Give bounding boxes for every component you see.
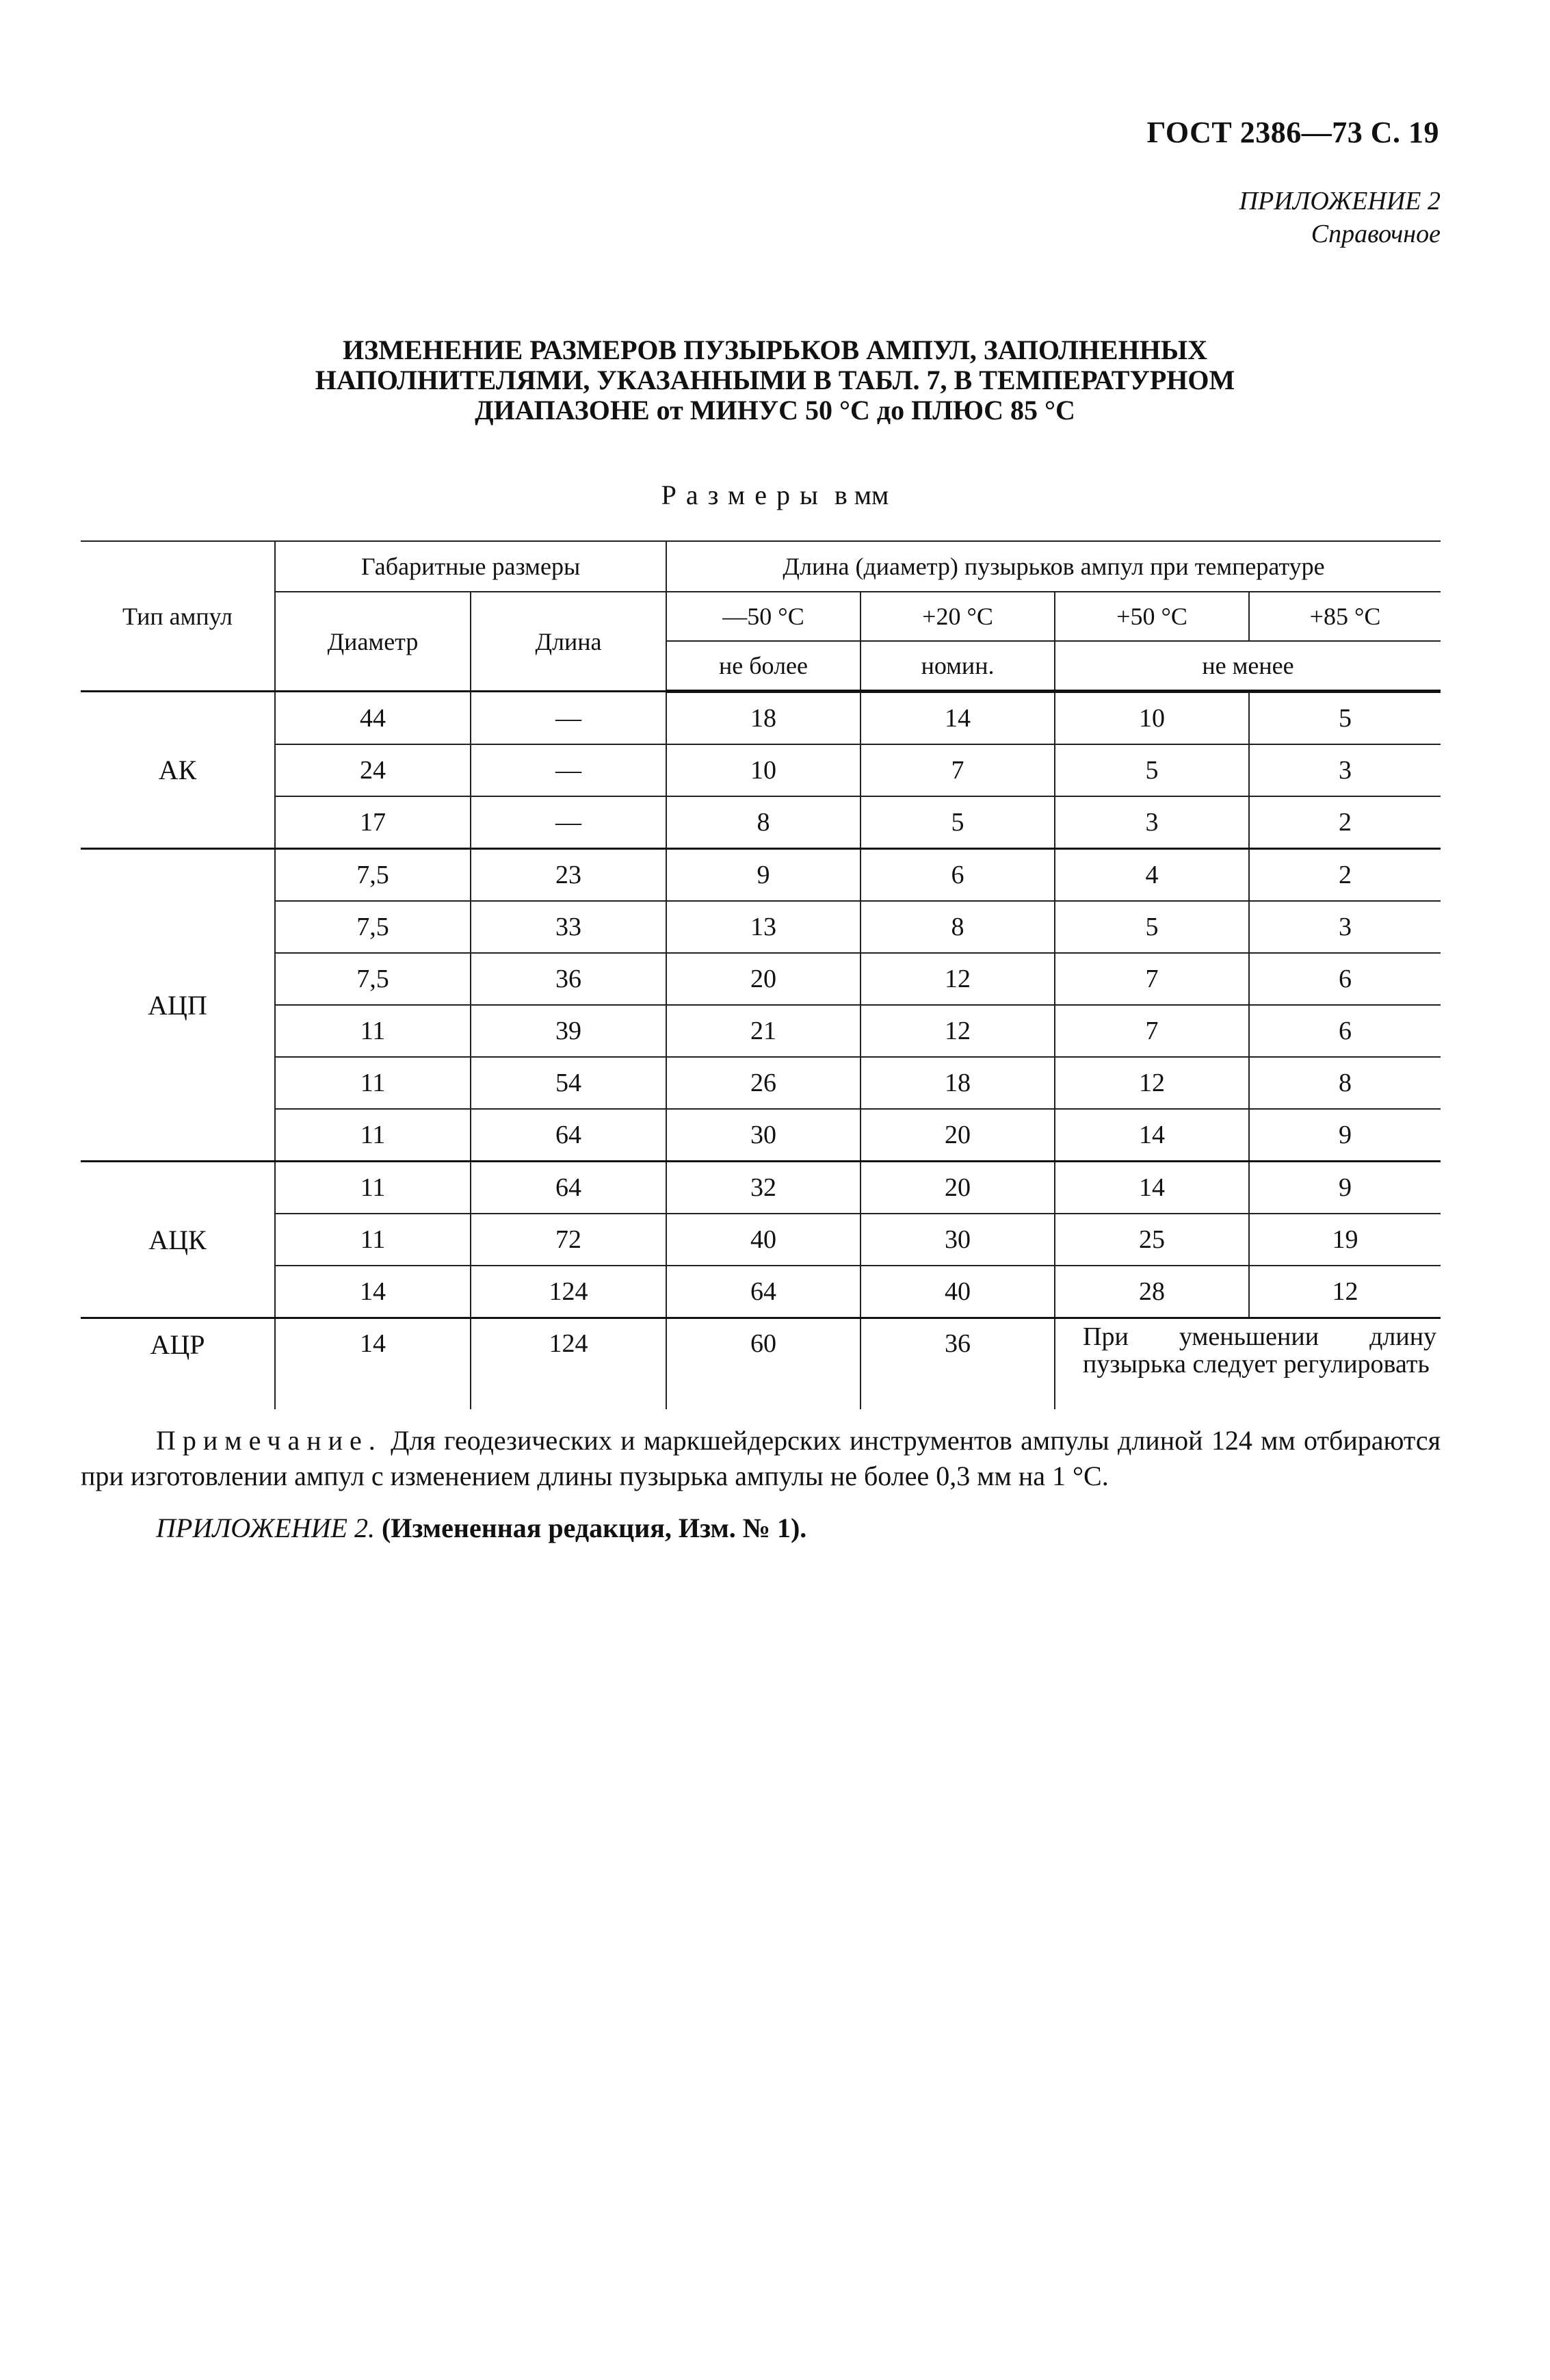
header-length: Длина [471, 592, 666, 692]
cell-length: 23 [471, 849, 666, 902]
cell-length: 36 [471, 953, 666, 1005]
table-row [81, 692, 1441, 745]
table-row [81, 901, 1441, 953]
cell-plus50: 7 [1055, 953, 1249, 1005]
title-line-3: ДИАПАЗОНЕ от МИНУС 50 °С до ПЛЮС 85 °С [475, 395, 1075, 426]
cell-plus85: 12 [1249, 1266, 1441, 1318]
table-row [81, 1214, 1441, 1266]
table-row [81, 849, 1441, 902]
cell-diameter: 7,5 [275, 953, 471, 1005]
cell-plus20: 8 [861, 901, 1055, 953]
cell-plus85: 2 [1249, 796, 1441, 849]
title-line-1: ИЗМЕНЕНИЕ РАЗМЕРОВ ПУЗЫРЬКОВ АМПУЛ, ЗАПОЛНЕННЫХ [343, 335, 1207, 365]
cell-plus20: 14 [861, 692, 1055, 745]
cell-plus85: 6 [1249, 1005, 1441, 1057]
cell-minus50: 64 [666, 1266, 861, 1318]
cell-plus85: 5 [1249, 692, 1441, 745]
cell-length: 54 [471, 1057, 666, 1109]
cell-diameter: 17 [275, 796, 471, 849]
header-temp-minus50: —50 °С [666, 592, 861, 641]
cell-minus50: 32 [666, 1162, 861, 1214]
cell-minus50: 13 [666, 901, 861, 953]
header-overall-dimensions: Габаритные размеры [275, 541, 666, 592]
table-footnote [81, 1423, 1441, 1494]
header-temp-plus50: +50 °С [1055, 592, 1249, 641]
cell-length: — [471, 796, 666, 849]
document-title [0, 335, 1550, 426]
header-qualifier-min: не менее [1055, 641, 1441, 692]
cell-length: — [471, 744, 666, 796]
cell-plus20: 12 [861, 953, 1055, 1005]
cell-minus50: 40 [666, 1214, 861, 1266]
cell-minus50: 10 [666, 744, 861, 796]
cell-minus50: 26 [666, 1057, 861, 1109]
cell-length: — [471, 692, 666, 745]
cell-minus50: 60 [666, 1318, 861, 1410]
cell-plus20: 7 [861, 744, 1055, 796]
cell-plus20: 18 [861, 1057, 1055, 1109]
table-row [81, 1109, 1441, 1162]
cell-plus50: 25 [1055, 1214, 1249, 1266]
cell-plus50: 14 [1055, 1162, 1249, 1214]
ampoule-type-acr: АЦР [81, 1318, 275, 1410]
edition-label: ПРИЛОЖЕНИЕ 2. [156, 1513, 375, 1543]
header-temp-plus20: +20 °С [861, 592, 1055, 641]
header-type: Тип ампул [81, 541, 275, 692]
appendix-type: Справочное [1311, 220, 1441, 248]
cell-plus20: 30 [861, 1214, 1055, 1266]
cell-plus50: 5 [1055, 901, 1249, 953]
cell-minus50: 20 [666, 953, 861, 1005]
cell-plus85: 6 [1249, 953, 1441, 1005]
footnote-label: Примечание. [156, 1425, 382, 1456]
cell-length: 72 [471, 1214, 666, 1266]
cell-minus50: 30 [666, 1109, 861, 1162]
cell-diameter: 14 [275, 1318, 471, 1410]
cell-minus50: 18 [666, 692, 861, 745]
table-row [81, 1005, 1441, 1057]
cell-minus50: 9 [666, 849, 861, 902]
cell-plus20: 5 [861, 796, 1055, 849]
cell-plus85: 2 [1249, 849, 1441, 902]
cell-regulation-note: При уменьшении длину пузырька следует регулировать [1055, 1318, 1441, 1410]
cell-length: 33 [471, 901, 666, 953]
cell-plus85: 9 [1249, 1109, 1441, 1162]
header-diameter: Диаметр [275, 592, 471, 692]
cell-plus85: 3 [1249, 744, 1441, 796]
cell-plus50: 28 [1055, 1266, 1249, 1318]
table-row [81, 1318, 1441, 1410]
cell-plus85: 9 [1249, 1162, 1441, 1214]
cell-plus50: 14 [1055, 1109, 1249, 1162]
cell-plus85: 8 [1249, 1057, 1441, 1109]
edition-text: (Измененная редакция, Изм. № 1). [381, 1513, 807, 1543]
table-row [81, 796, 1441, 849]
cell-plus50: 7 [1055, 1005, 1249, 1057]
header-bubble-length: Длина (диаметр) пузырьков ампул при температуре [666, 541, 1441, 592]
cell-plus20: 6 [861, 849, 1055, 902]
cell-minus50: 8 [666, 796, 861, 849]
cell-length: 39 [471, 1005, 666, 1057]
cell-length: 124 [471, 1266, 666, 1318]
cell-plus20: 20 [861, 1162, 1055, 1214]
cell-plus85: 19 [1249, 1214, 1441, 1266]
cell-length: 124 [471, 1318, 666, 1410]
units-rest: в мм [834, 480, 889, 510]
title-line-2: НАПОЛНИТЕЛЯМИ, УКАЗАННЫМИ В ТАБЛ. 7, В ТЕМПЕРАТУРНОМ [315, 365, 1235, 395]
units-word: Размеры [661, 480, 828, 510]
table-row [81, 1266, 1441, 1318]
appendix-label [1239, 185, 1441, 250]
appendix-number: ПРИЛОЖЕНИЕ 2 [1239, 187, 1441, 215]
cell-diameter: 11 [275, 1214, 471, 1266]
cell-plus50: 10 [1055, 692, 1249, 745]
cell-diameter: 11 [275, 1109, 471, 1162]
cell-plus20: 20 [861, 1109, 1055, 1162]
header-qualifier-max: не более [666, 641, 861, 692]
cell-diameter: 11 [275, 1162, 471, 1214]
header-qualifier-nominal: номин. [861, 641, 1055, 692]
cell-length: 64 [471, 1162, 666, 1214]
cell-plus20: 40 [861, 1266, 1055, 1318]
table-row [81, 1057, 1441, 1109]
header-temp-plus85: +85 °С [1249, 592, 1441, 641]
table-row [81, 1162, 1441, 1214]
ampoule-type-acp: АЦП [81, 849, 275, 1162]
cell-diameter: 7,5 [275, 901, 471, 953]
cell-plus20: 36 [861, 1318, 1055, 1410]
ampoule-type-ak: АК [81, 692, 275, 849]
cell-plus50: 4 [1055, 849, 1249, 902]
cell-diameter: 11 [275, 1005, 471, 1057]
cell-diameter: 7,5 [275, 849, 471, 902]
units-caption [0, 479, 1550, 511]
cell-diameter: 11 [275, 1057, 471, 1109]
edition-note [156, 1512, 806, 1544]
cell-length: 64 [471, 1109, 666, 1162]
table-row [81, 744, 1441, 796]
cell-diameter: 14 [275, 1266, 471, 1318]
footnote-text: Для геодезических и маркшейдерских инструментов ампулы длиной 124 мм отбираются при изготовлении ампул с изменением длины пузырька ампулы не более 0,3 мм на 1 °С. [81, 1425, 1441, 1491]
cell-plus20: 12 [861, 1005, 1055, 1057]
page-header: ГОСТ 2386—73 С. 19 [1146, 116, 1439, 149]
ampoule-type-ack: АЦК [81, 1162, 275, 1318]
cell-diameter: 24 [275, 744, 471, 796]
table-row [81, 953, 1441, 1005]
cell-plus50: 3 [1055, 796, 1249, 849]
cell-plus85: 3 [1249, 901, 1441, 953]
cell-minus50: 21 [666, 1005, 861, 1057]
bubble-size-table [81, 540, 1441, 1409]
cell-diameter: 44 [275, 692, 471, 745]
cell-plus50: 5 [1055, 744, 1249, 796]
cell-plus50: 12 [1055, 1057, 1249, 1109]
